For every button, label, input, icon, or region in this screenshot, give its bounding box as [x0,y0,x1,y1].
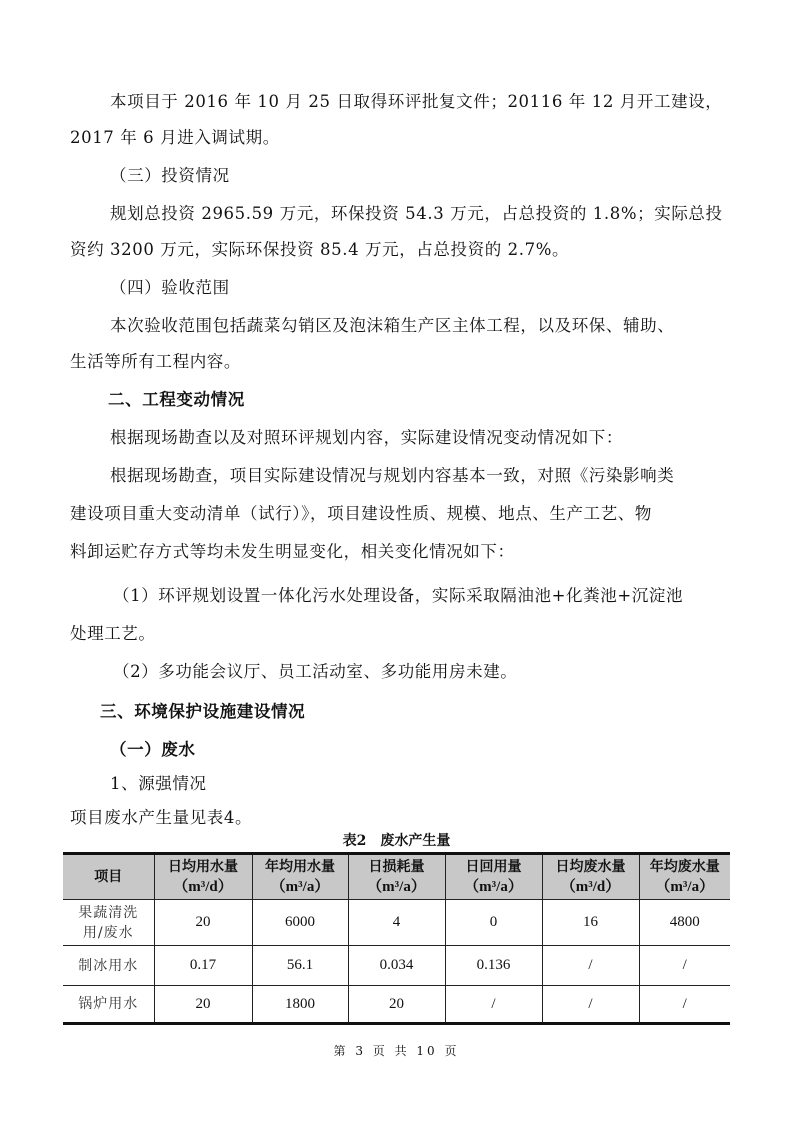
section-heading-changes: 二、工程变动情况 [108,390,245,409]
column-header [445,854,542,900]
table-row [63,986,730,1024]
cell-daily-reuse: 0.136 [445,946,542,986]
column-header-label: 日均用水量 [168,859,238,875]
paragraph-line: 资约 3200 万元，实际环保投资 85.4 万元，占总投资的 2.7%。 [70,240,570,259]
cell-annual-waste: / [639,946,730,986]
table-caption: 表2 废水产生量 [342,833,451,849]
column-header-unit: （m³/a） [655,879,715,895]
wastewater-table [63,852,730,1025]
row-label: 制冰用水 [63,946,154,986]
subheading-source-strength: 1、源强情况 [110,774,207,793]
column-header-label: 项目 [94,869,123,885]
cell-annual-waste: / [639,986,730,1024]
column-header [63,854,154,900]
column-header-unit: （m³/d） [560,879,621,895]
list-item: （1）环评规划设置一体化污水处理设备，实际采取隔油池+化粪池+沉淀池 [113,586,684,605]
column-header [639,854,730,900]
column-header-unit: （m³/a） [464,879,523,895]
cell-daily-use: 20 [154,900,252,946]
table-row [63,946,730,986]
cell-daily-loss: 20 [348,986,445,1024]
paragraph-line: 生活等所有工程内容。 [70,352,241,371]
subheading-acceptance-scope: （四）验收范围 [110,278,230,297]
cell-annual-use: 1800 [252,986,348,1024]
column-header-label: 年均用水量 [265,859,335,875]
column-header-unit: （m³/a） [270,879,330,895]
section-heading-env-protection: 三、环境保护设施建设情况 [100,702,306,721]
column-header-unit: （m³/a） [367,879,426,895]
subheading-investment: （三）投资情况 [110,166,230,185]
cell-daily-waste: / [542,946,639,986]
column-header-label: 日均废水量 [555,859,626,875]
row-label-line: 用/废水 [82,924,134,941]
subheading-wastewater: （一）废水 [110,740,196,759]
row-label: 锅炉用水 [63,986,154,1024]
cell-daily-use: 0.17 [154,946,252,986]
list-item-continuation: 处理工艺。 [70,624,156,643]
column-header-label: 年均废水量 [649,859,720,875]
column-header-label: 日回用量 [465,859,522,875]
page-number: 第 3 页 共 10 页 [333,1044,460,1058]
paragraph-line: 根据现场勘查以及对照环评规划内容，实际建设情况变动情况如下： [110,428,623,447]
paragraph-line: 2017 年 6 月进入调试期。 [70,128,280,147]
cell-daily-waste: 16 [542,900,639,946]
paragraph-line: 本项目于 2016 年 10 月 25 日取得环评批复文件；20116 年 12 月开工建设， [110,92,723,111]
column-header [154,854,252,900]
cell-annual-use: 6000 [252,900,348,946]
column-header [252,854,348,900]
cell-daily-reuse: / [445,986,542,1024]
paragraph-line: 本次验收范围包括蔬菜勾销区及泡沫箱生产区主体工程，以及环保、辅助、 [110,316,675,335]
paragraph-line: 规划总投资 2965.59 万元，环保投资 54.3 万元，占总投资的 1.8%；实际总投 [110,204,723,223]
table-header-row [63,854,730,900]
paragraph-line: 料卸运贮存方式等均未发生明显变化，相关变化情况如下： [70,542,515,561]
paragraph-line: 根据现场勘查，项目实际建设情况与规划内容基本一致，对照《污染影响类 [110,466,675,485]
list-item: （2）多功能会议厅、员工活动室、多功能用房未建。 [113,662,518,681]
table-row [63,900,730,946]
column-header [542,854,639,900]
column-header [348,854,445,900]
cell-daily-loss: 0.034 [348,946,445,986]
paragraph-line: 建设项目重大变动清单（试行）》，项目建设性质、规模、地点、生产工艺、物 [70,504,652,523]
cell-daily-loss: 4 [348,900,445,946]
cell-annual-waste: 4800 [639,900,730,946]
row-label-line: 果蔬清洗 [78,904,139,921]
cell-daily-waste: / [542,986,639,1024]
cell-annual-use: 56.1 [252,946,348,986]
column-header-unit: （m³/d） [173,879,233,895]
cell-daily-reuse: 0 [445,900,542,946]
paragraph-line: 项目废水产生量见表4。 [70,808,253,827]
row-label [63,900,154,946]
column-header-label: 日损耗量 [368,859,425,875]
cell-daily-use: 20 [154,986,252,1024]
